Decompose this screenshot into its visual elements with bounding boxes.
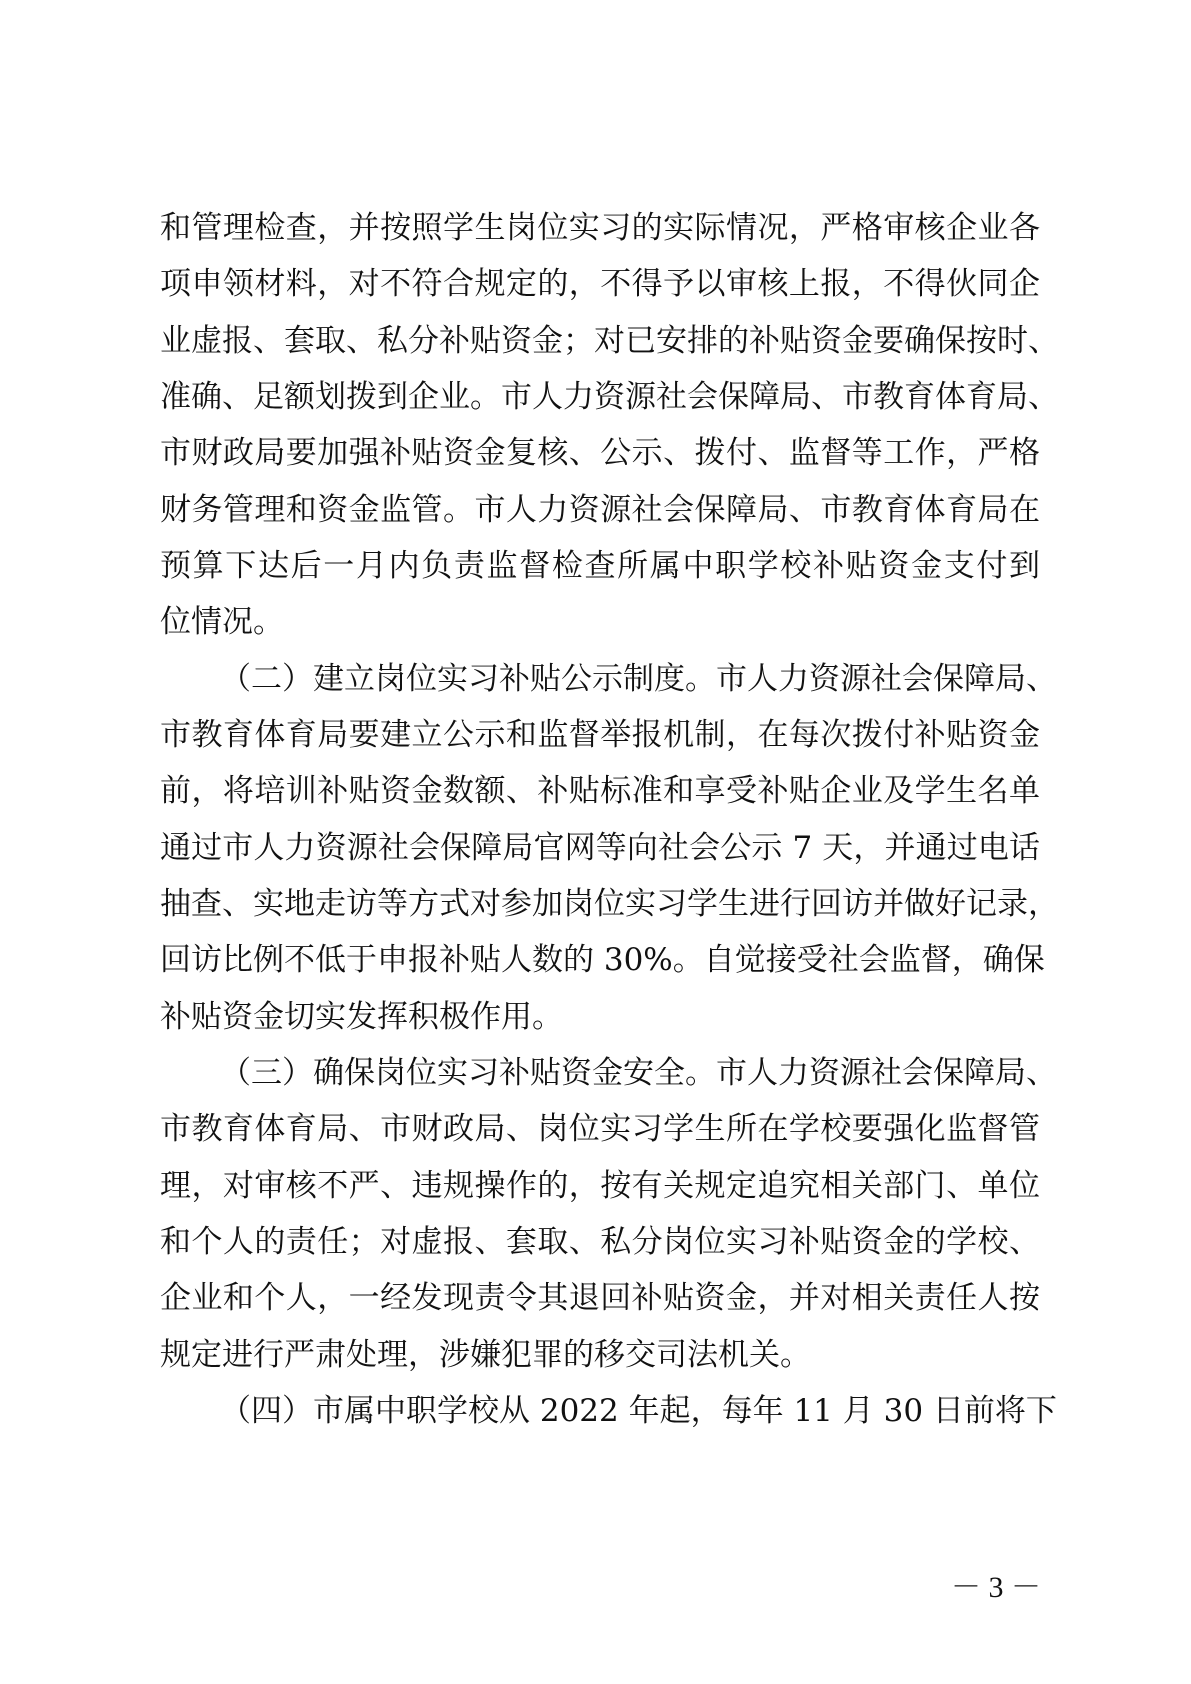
paragraph-line: 市教育体育局要建立公示和监督举报机制，在每次拨付补贴资金 [160, 717, 1040, 753]
paragraph-line: 回访比例不低于申报补贴人数的 30%。自觉接受社会监督，确保 [160, 942, 1045, 978]
paragraph-line: 和管理检查，并按照学生岗位实习的实际情况，严格审核企业各 [160, 210, 1040, 246]
paragraph-line: 前，将培训补贴资金数额、补贴标准和享受补贴企业及学生名单 [160, 773, 1040, 809]
paragraph-line: 市教育体育局、市财政局、岗位实习学生所在学校要强化监督管 [160, 1111, 1040, 1147]
paragraph-line: 市财政局要加强补贴资金复核、公示、拨付、监督等工作，严格 [160, 435, 1040, 471]
paragraph-line: 准确、足额划拨到企业。市人力资源社会保障局、市教育体育局、 [160, 379, 1059, 415]
section-heading-line: （四）市属中职学校从 2022 年起，每年 11 月 30 日前将下 [220, 1393, 1057, 1429]
paragraph-line: 位情况。 [160, 604, 284, 640]
paragraph-line: 通过市人力资源社会保障局官网等向社会公示 7 天，并通过电话 [160, 830, 1040, 866]
paragraph-line: 抽查、实地走访等方式对参加岗位实习学生进行回访并做好记录， [160, 886, 1059, 922]
paragraph-line: 和个人的责任；对虚报、套取、私分岗位实习补贴资金的学校、 [160, 1224, 1040, 1260]
paragraph-line: 预算下达后一月内负责监督检查所属中职学校补贴资金支付到 [160, 548, 1040, 584]
paragraph-line: 财务管理和资金监管。市人力资源社会保障局、市教育体育局在 [160, 492, 1040, 528]
paragraph-line: 规定进行严肃处理，涉嫌犯罪的移交司法机关。 [160, 1337, 811, 1373]
paragraph-line: 补贴资金切实发挥积极作用。 [160, 999, 563, 1035]
paragraph-line: 理，对审核不严、违规操作的，按有关规定追究相关部门、单位 [160, 1168, 1040, 1204]
paragraph-line: 项申领材料，对不符合规定的，不得予以审核上报，不得伙同企 [160, 266, 1040, 302]
section-heading-line: （二）建立岗位实习补贴公示制度。市人力资源社会保障局、 [220, 661, 1057, 697]
page-number: － 3 － [951, 1571, 1041, 1604]
paragraph-line: 企业和个人，一经发现责令其退回补贴资金，并对相关责任人按 [160, 1280, 1040, 1316]
paragraph-line: 业虚报、套取、私分补贴资金；对已安排的补贴资金要确保按时、 [160, 323, 1059, 359]
section-heading-line: （三）确保岗位实习补贴资金安全。市人力资源社会保障局、 [220, 1055, 1057, 1091]
